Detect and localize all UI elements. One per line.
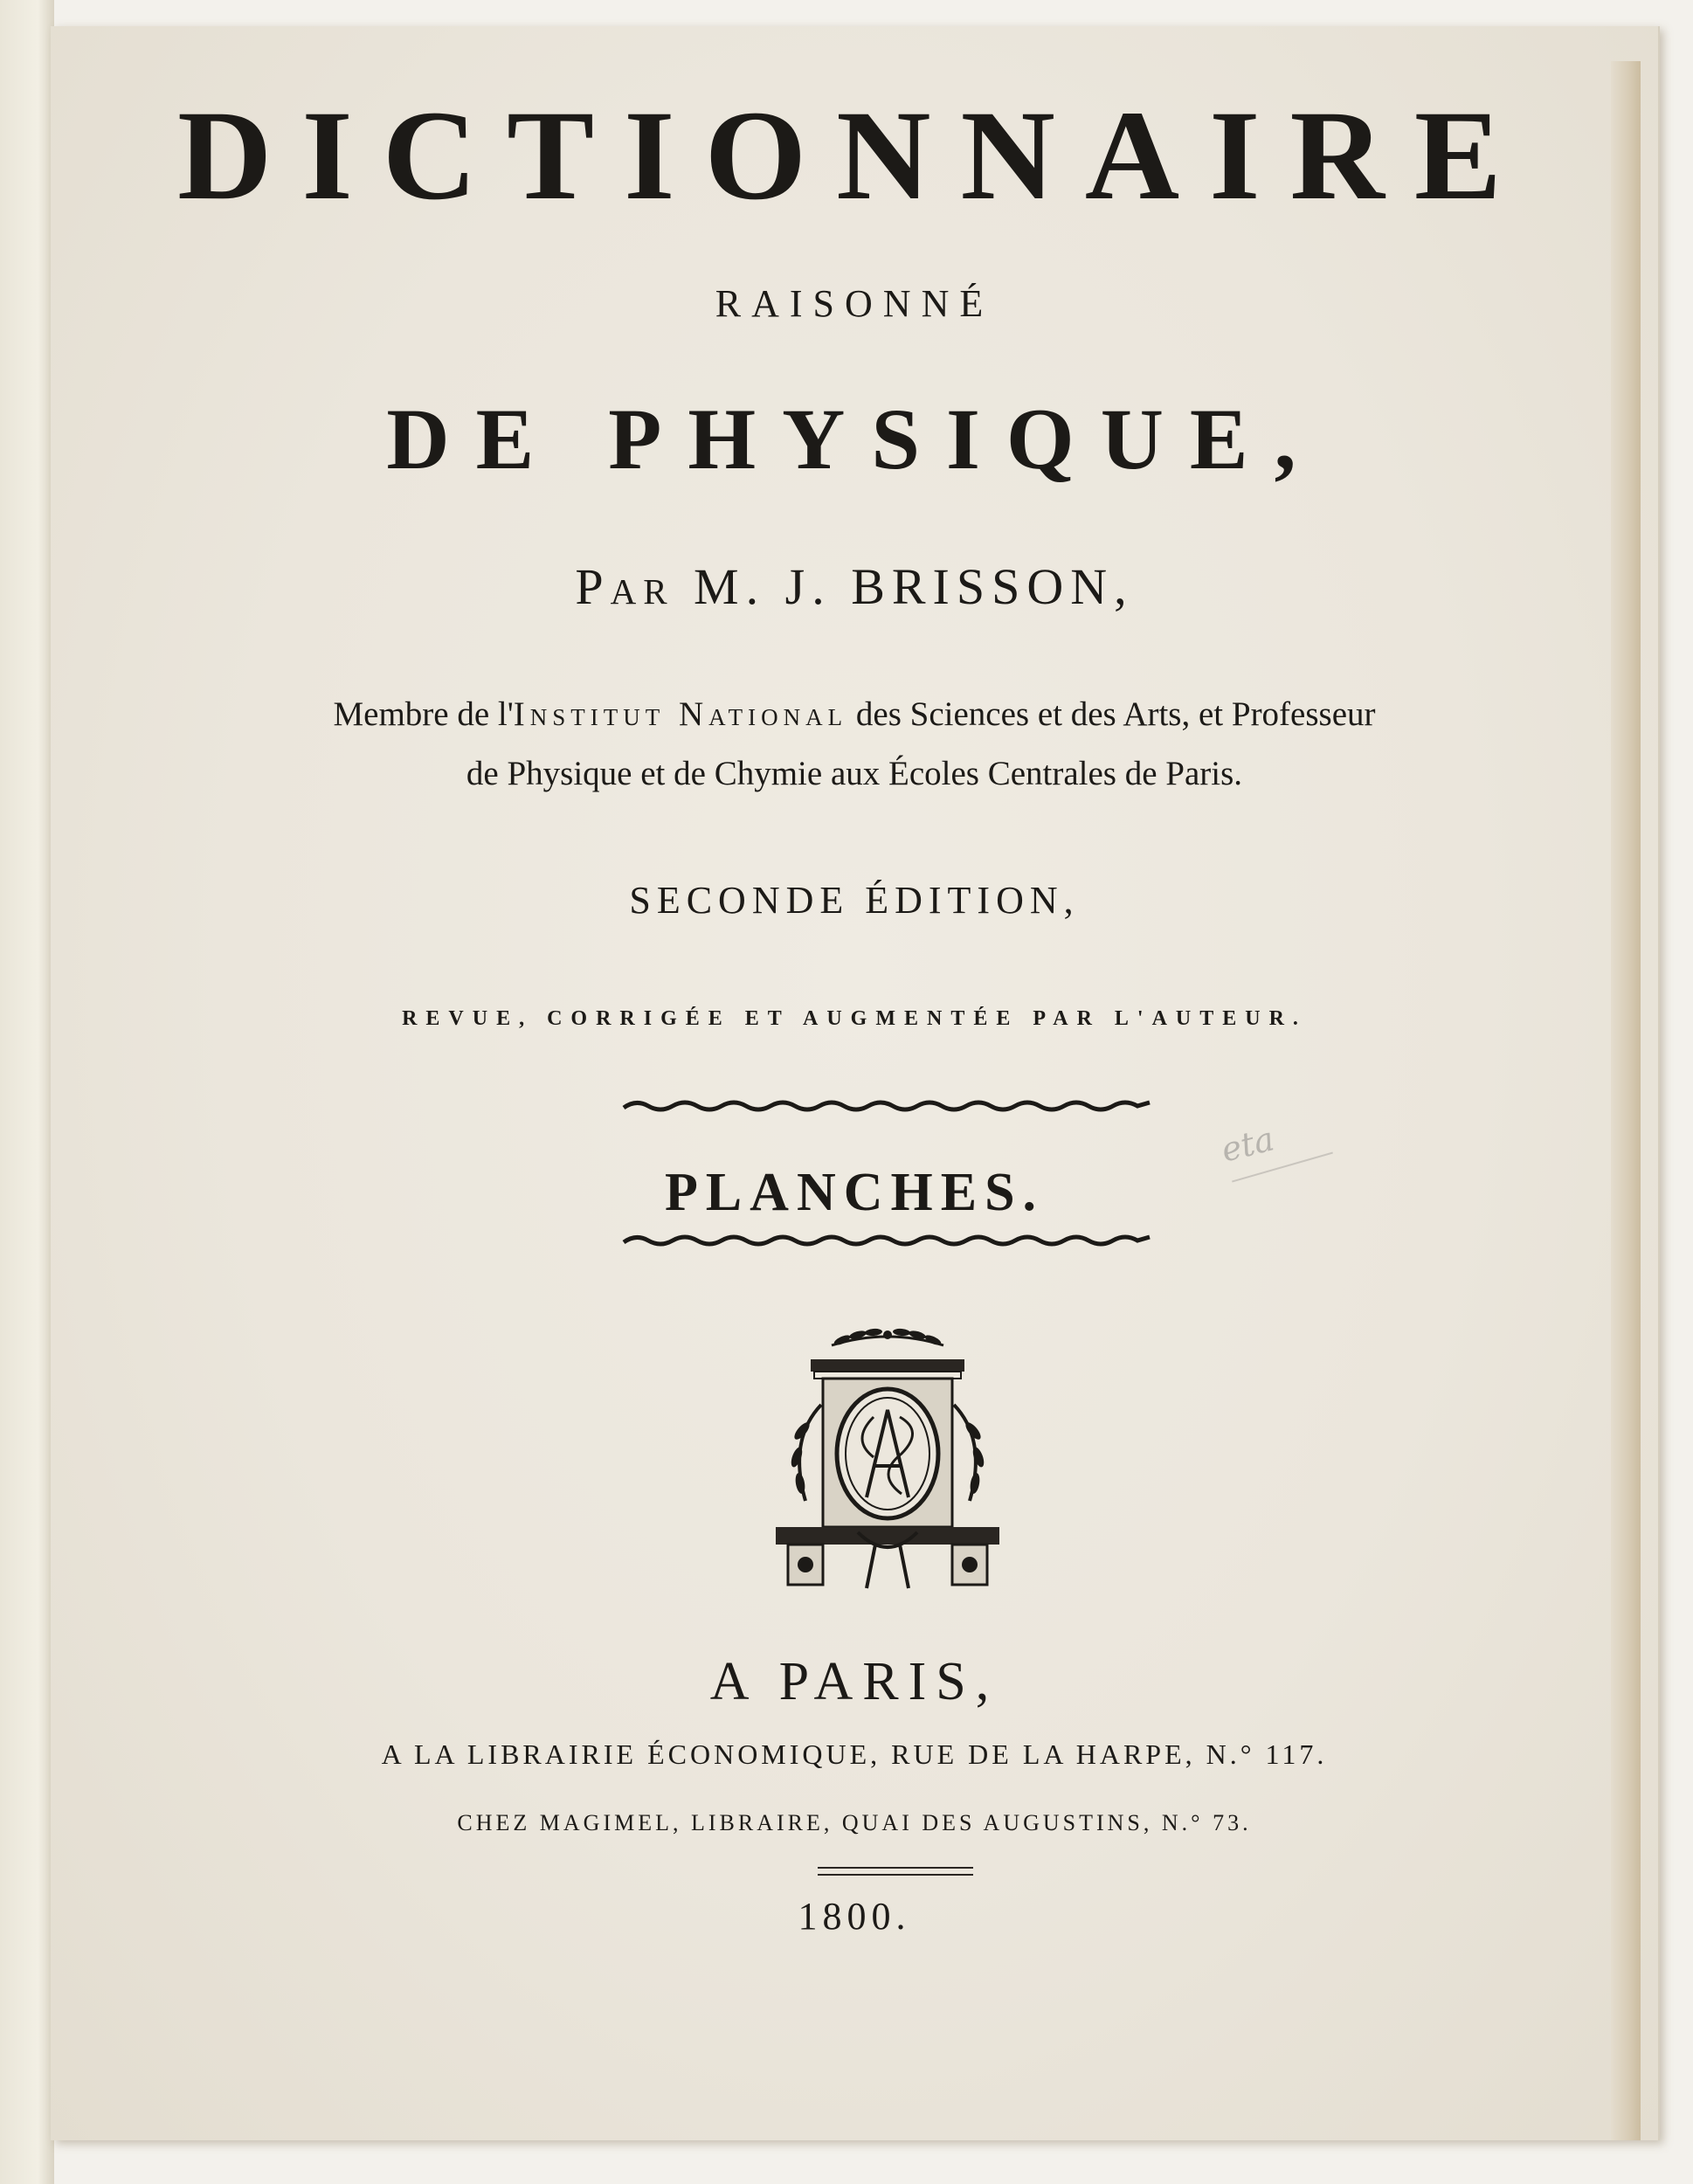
double-rule: [818, 1867, 973, 1876]
edition-line: SECONDE ÉDITION,: [629, 879, 1080, 922]
pencil-annotation: eta: [1217, 1119, 1278, 1170]
subtitle-de-physique: DE PHYSIQUE,: [386, 390, 1323, 487]
author-prefix: Par: [575, 558, 674, 615]
author-name: M. J. BRISSON,: [694, 558, 1134, 615]
membership-line-1: [51, 695, 1658, 734]
subtitle-raisonne: RAISONNÉ: [715, 282, 994, 325]
city-line: A PARIS,: [709, 1652, 999, 1711]
wavy-rule-bottom: [622, 1232, 1151, 1249]
publisher-line-1: A LA LIBRAIRIE ÉCONOMIQUE, RUE DE LA HARPE, N.° 117.: [381, 1738, 1328, 1770]
publisher-line-2: CHEZ MAGIMEL, LIBRAIRE, QUAI DES AUGUSTINS, N.° 73.: [457, 1810, 1252, 1835]
membership-text-3: des Sciences et des Arts, et Professeur: [847, 695, 1376, 733]
monogram-vignette-icon: [770, 1326, 1005, 1597]
facing-page-edge: [0, 0, 54, 2184]
wavy-rule-top: [622, 1097, 1151, 1115]
section-title: PLANCHES.: [664, 1163, 1045, 1222]
book-title: DICTIONNAIRE: [177, 84, 1531, 227]
author-line: [51, 557, 1658, 616]
membership-text-1: Membre de l': [333, 695, 514, 733]
revision-note: REVUE, CORRIGÉE ET AUGMENTÉE PAR L'AUTEUR.: [402, 1007, 1307, 1030]
publication-year: 1800.: [798, 1895, 911, 1938]
title-page: [51, 26, 1658, 2140]
membership-line-2: de Physique et de Chymie aux Écoles Centrales de Paris.: [466, 755, 1243, 792]
institute-name: Institut National: [513, 695, 848, 733]
